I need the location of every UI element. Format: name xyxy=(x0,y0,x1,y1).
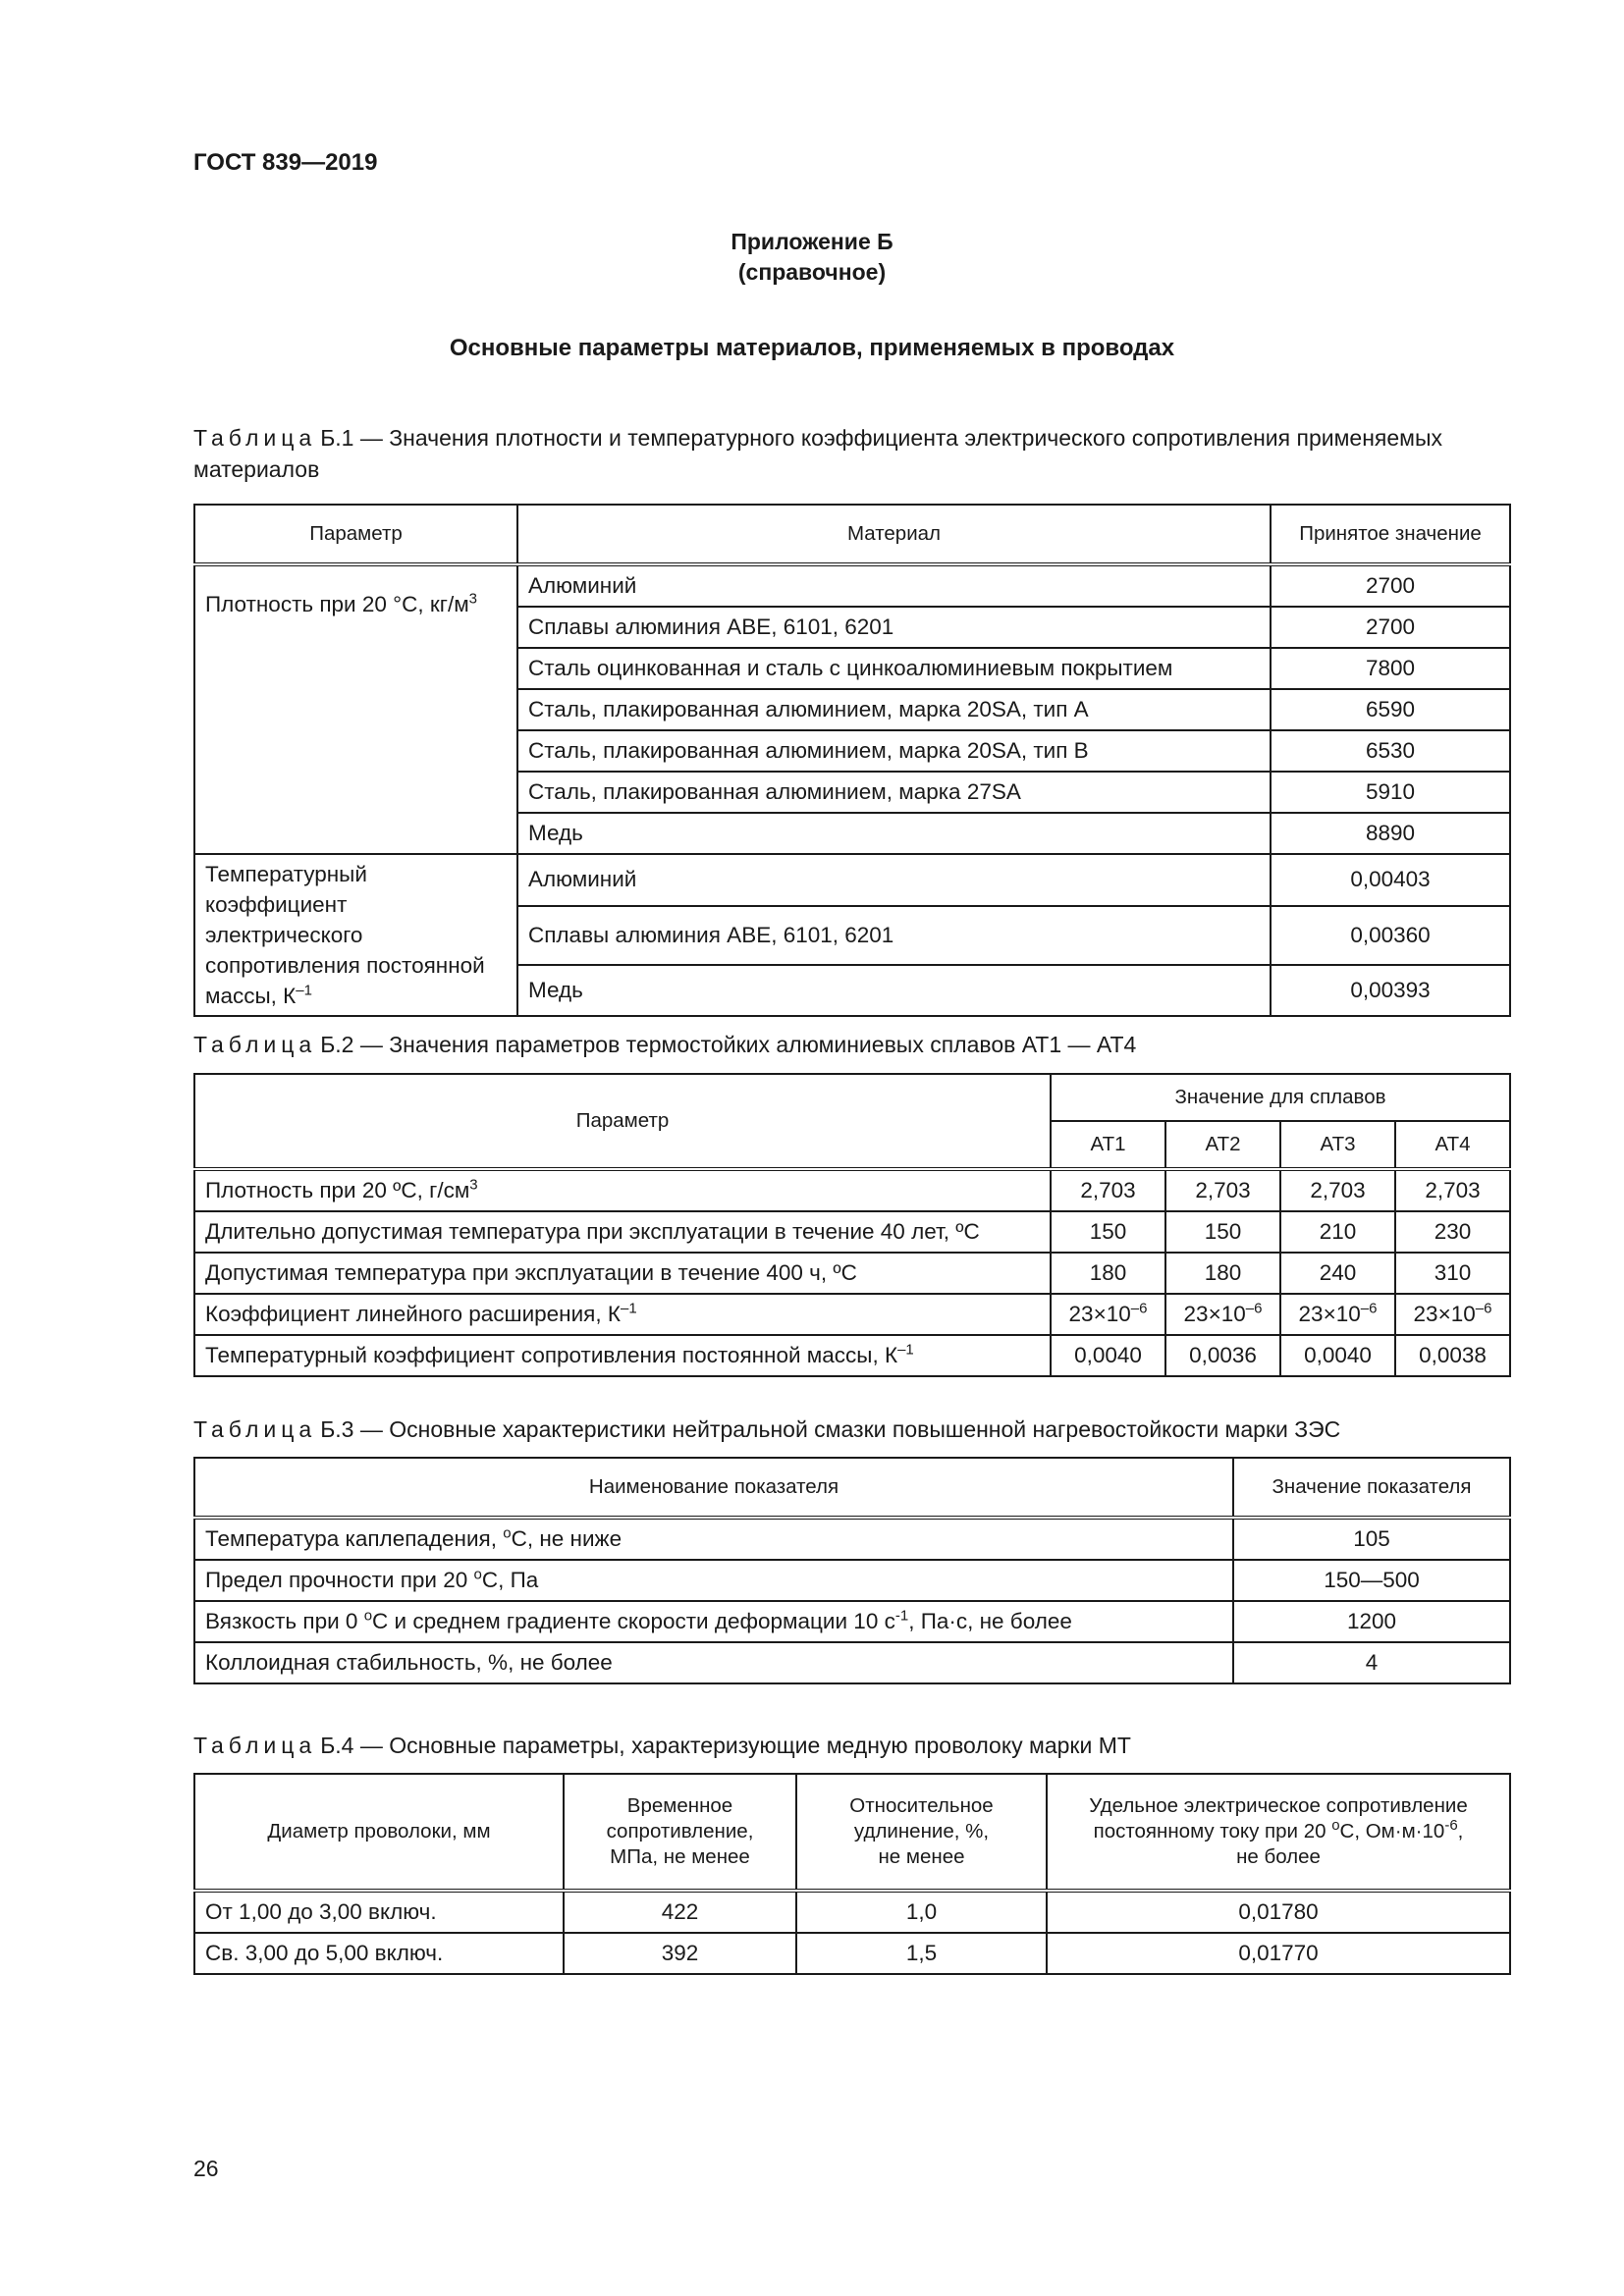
header-elongation: Относительное удлинение, %, не менее xyxy=(796,1774,1047,1891)
table-row xyxy=(194,1518,1510,1560)
header-indicator-value: Значение показателя xyxy=(1233,1458,1510,1518)
material-cell: Сталь оцинкованная и сталь с цинкоалюминиевым покрытием xyxy=(517,648,1271,689)
value-cell: 310 xyxy=(1395,1253,1510,1294)
material-cell: Сталь, плакированная алюминием, марка 20SA, тип А xyxy=(517,689,1271,730)
table-header-row xyxy=(194,1458,1510,1518)
table-row xyxy=(194,1294,1510,1335)
param-cell: Температурный коэффициент сопротивления постоянной массы, $К^{-1}$ xyxy=(194,1335,1051,1376)
value-cell: $23\times 10^{-6}$ xyxy=(1051,1294,1165,1335)
value-cell: 0,0040 xyxy=(1280,1335,1395,1376)
indicator-name-cell: Коллоидная стабильность, %, не более xyxy=(194,1642,1233,1683)
table-row xyxy=(194,1253,1510,1294)
value-cell: $23\times 10^{-6}$ xyxy=(1165,1294,1280,1335)
material-cell: Алюминий xyxy=(517,564,1271,607)
caption-text: Б.1 — Значения плотности и температурного коэффициента электрического сопротивления применяемых материалов xyxy=(193,425,1442,482)
value-cell: 180 xyxy=(1051,1253,1165,1294)
document-code: ГОСТ 839—2019 xyxy=(193,149,378,176)
value-cell: 210 xyxy=(1280,1211,1395,1253)
table2-caption xyxy=(193,1029,1509,1060)
density-param-cell: Плотность при 20 °С, $кг/м^3$ xyxy=(194,564,517,854)
appendix-title: Приложение Б xyxy=(731,229,893,254)
header-parameter: Параметр xyxy=(194,1074,1051,1169)
header-strength: Временное сопротивление, МПа, не менее xyxy=(564,1774,796,1891)
table-row xyxy=(194,1560,1510,1601)
table-row xyxy=(194,1169,1510,1211)
value-cell: 2,703 xyxy=(1395,1169,1510,1211)
value-cell: 0,00360 xyxy=(1271,906,1510,965)
value-cell: 8890 xyxy=(1271,813,1510,854)
value-cell: 0,0040 xyxy=(1051,1335,1165,1376)
value-cell: 0,0036 xyxy=(1165,1335,1280,1376)
strength-cell: 422 xyxy=(564,1891,796,1933)
value-cell: 0,00403 xyxy=(1271,854,1510,906)
param-cell: Допустимая температура при эксплуатации в течение 400 ч, ºС xyxy=(194,1253,1051,1294)
indicator-value-cell: 1200 xyxy=(1233,1601,1510,1642)
value-cell: 2700 xyxy=(1271,607,1510,648)
temp-coef-param-cell: Температурный коэффициент электрического сопротивления постоянной массы, $К^{-1}$ xyxy=(194,854,517,1016)
caption-word: Таблица xyxy=(193,1733,317,1758)
header-material: Материал xyxy=(517,505,1271,564)
value-cell: 0,0038 xyxy=(1395,1335,1510,1376)
strength-cell: 392 xyxy=(564,1933,796,1974)
param-cell: Плотность при 20 ºС, $г/см^3$ xyxy=(194,1169,1051,1211)
value-cell: $23\times 10^{-6}$ xyxy=(1280,1294,1395,1335)
header-alloy: АТ1 xyxy=(1051,1121,1165,1169)
value-cell: 2,703 xyxy=(1051,1169,1165,1211)
header-alloy: АТ3 xyxy=(1280,1121,1395,1169)
material-cell: Сталь, плакированная алюминием, марка 27SA xyxy=(517,772,1271,813)
table-header-row xyxy=(194,1074,1510,1121)
caption-word: Таблица xyxy=(193,425,317,451)
table-b3 xyxy=(193,1457,1511,1684)
value-cell: 150 xyxy=(1051,1211,1165,1253)
indicator-name-cell: Вязкость при 0 $^о$С и среднем градиенте скорости деформации 10 $с^{-1}$, Па·с, не более xyxy=(194,1601,1233,1642)
param-cell: Коэффициент линейного расширения, $К^{-1}$ xyxy=(194,1294,1051,1335)
value-cell: 2700 xyxy=(1271,564,1510,607)
table-b2 xyxy=(193,1073,1511,1377)
table-b4 xyxy=(193,1773,1511,1975)
value-cell: 240 xyxy=(1280,1253,1395,1294)
table3-caption xyxy=(193,1414,1509,1445)
value-cell: 7800 xyxy=(1271,648,1510,689)
table-b1 xyxy=(193,504,1511,1017)
header-alloy: АТ2 xyxy=(1165,1121,1280,1169)
indicator-value-cell: 4 xyxy=(1233,1642,1510,1683)
value-cell: 230 xyxy=(1395,1211,1510,1253)
material-cell: Сплавы алюминия АВЕ, 6101, 6201 xyxy=(517,607,1271,648)
section-title: Основные параметры материалов, применяемых в проводах xyxy=(449,335,1175,361)
material-cell: Алюминий xyxy=(517,854,1271,906)
diameter-cell: Св. 3,00 до 5,00 включ. xyxy=(194,1933,564,1974)
resistance-cell: 0,01770 xyxy=(1047,1933,1510,1974)
value-cell: 2,703 xyxy=(1165,1169,1280,1211)
param-cell: Длительно допустимая температура при эксплуатации в течение 40 лет, ºС xyxy=(194,1211,1051,1253)
table1-caption xyxy=(193,422,1509,485)
value-cell: 180 xyxy=(1165,1253,1280,1294)
table-row xyxy=(194,854,1510,906)
caption-text: Б.4 — Основные параметры, характеризующие медную проволоку марки МТ xyxy=(320,1733,1131,1758)
header-indicator-name: Наименование показателя xyxy=(194,1458,1233,1518)
indicator-value-cell: 150—500 xyxy=(1233,1560,1510,1601)
diameter-cell: От 1,00 до 3,00 включ. xyxy=(194,1891,564,1933)
caption-word: Таблица xyxy=(193,1032,317,1057)
table-row xyxy=(194,1211,1510,1253)
table4-caption xyxy=(193,1730,1509,1761)
indicator-value-cell: 105 xyxy=(1233,1518,1510,1560)
material-cell: Медь xyxy=(517,813,1271,854)
caption-word: Таблица xyxy=(193,1416,317,1442)
resistance-cell: 0,01780 xyxy=(1047,1891,1510,1933)
table-row xyxy=(194,1891,1510,1933)
value-cell: $23\times 10^{-6}$ xyxy=(1395,1294,1510,1335)
table-row xyxy=(194,1335,1510,1376)
header-parameter: Параметр xyxy=(194,505,517,564)
value-cell: 2,703 xyxy=(1280,1169,1395,1211)
indicator-name-cell: Предел прочности при 20 $^о$С, Па xyxy=(194,1560,1233,1601)
material-cell: Медь xyxy=(517,965,1271,1017)
header-value: Принятое значение xyxy=(1271,505,1510,564)
table-row xyxy=(194,1933,1510,1974)
caption-text: Б.2 — Значения параметров термостойких алюминиевых сплавов АТ1 — АТ4 xyxy=(320,1032,1137,1057)
value-cell: 0,00393 xyxy=(1271,965,1510,1017)
appendix-subtitle: (справочное) xyxy=(737,259,887,285)
value-cell: 6530 xyxy=(1271,730,1510,772)
material-cell: Сталь, плакированная алюминием, марка 20SA, тип В xyxy=(517,730,1271,772)
value-cell: 6590 xyxy=(1271,689,1510,730)
value-cell: 150 xyxy=(1165,1211,1280,1253)
value-cell: 5910 xyxy=(1271,772,1510,813)
table-row xyxy=(194,1601,1510,1642)
elongation-cell: 1,5 xyxy=(796,1933,1047,1974)
table-row xyxy=(194,1642,1510,1683)
header-alloy: АТ4 xyxy=(1395,1121,1510,1169)
header-alloy-group: Значение для сплавов xyxy=(1051,1074,1510,1121)
page-number: 26 xyxy=(193,2156,219,2181)
material-cell: Сплавы алюминия АВЕ, 6101, 6201 xyxy=(517,906,1271,965)
table-row xyxy=(194,564,1510,607)
indicator-name-cell: Температура каплепадения, $^о$С, не ниже xyxy=(194,1518,1233,1560)
table-header-row xyxy=(194,1774,1510,1891)
elongation-cell: 1,0 xyxy=(796,1891,1047,1933)
table-header-row xyxy=(194,505,1510,564)
header-diameter: Диаметр проволоки, мм xyxy=(194,1774,564,1891)
header-resistance: Удельное электрическое сопротивление постоянному току при 20 $^о$С, $Ом\cdot м\cdot 10^{-6}$, не более xyxy=(1047,1774,1510,1891)
caption-text: Б.3 — Основные характеристики нейтральной смазки повышенной нагревостойкости марки ЗЭС xyxy=(320,1416,1341,1442)
